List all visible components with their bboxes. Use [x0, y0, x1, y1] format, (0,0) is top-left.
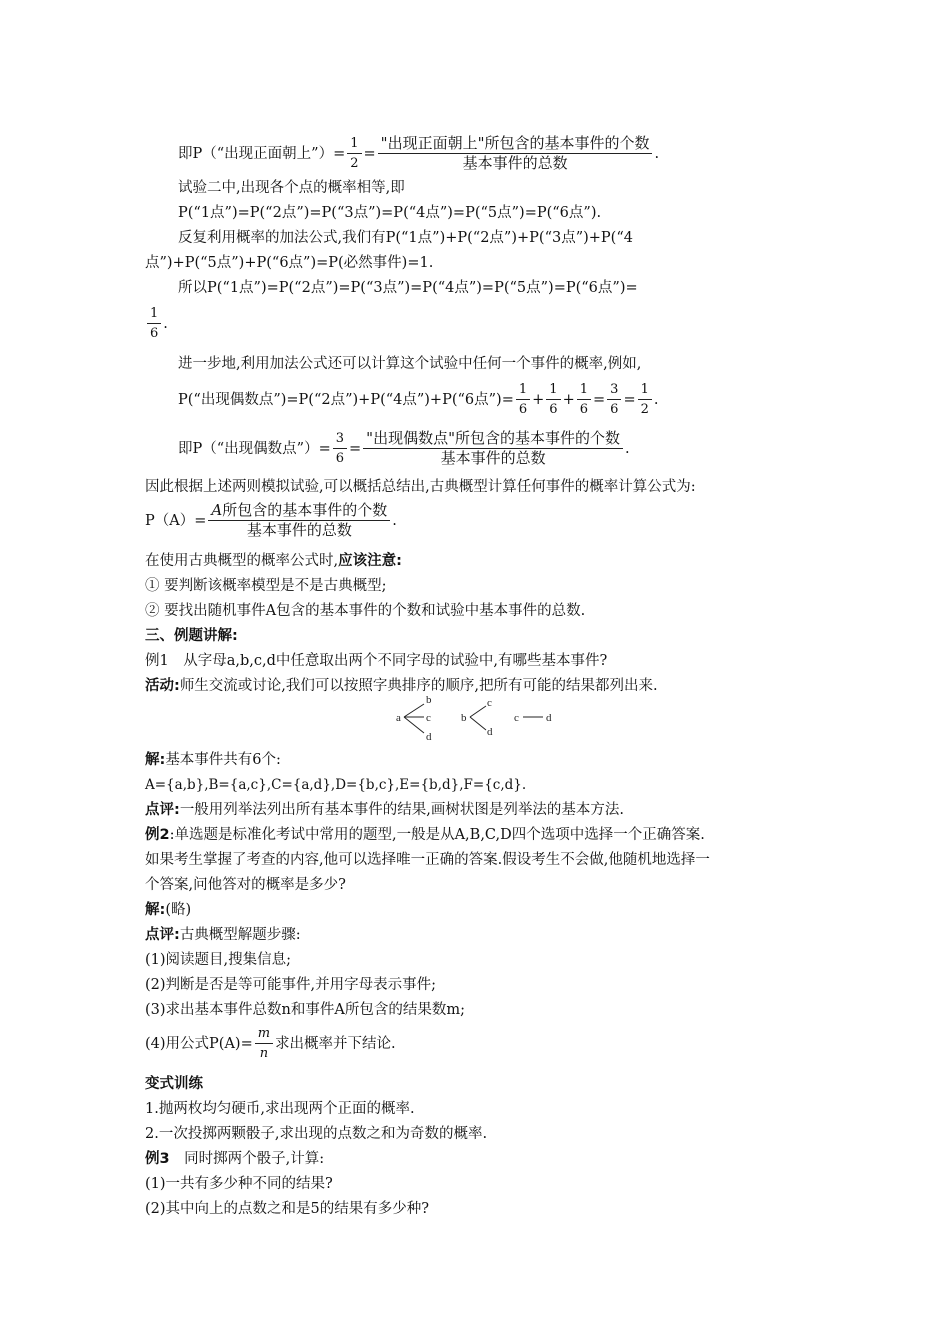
- tree-branch: [404, 704, 424, 717]
- formula-one-sixth: [145, 305, 168, 342]
- text: 在使用古典概型的概率公式时,: [145, 553, 339, 569]
- equals-sign: =: [623, 391, 636, 408]
- tree-node: b: [426, 694, 432, 706]
- paragraph-line: 进一步地,利用加法公式还可以计算这个试验中任何一个事件的概率,例如,: [178, 356, 642, 372]
- fraction-one-sixth: [147, 305, 161, 342]
- fraction-m-over-n: [255, 1025, 273, 1062]
- period: .: [653, 391, 659, 408]
- fraction-denominator: 6: [579, 402, 589, 417]
- text: :单选题是标准化考试中常用的题型,一般是从A,B,C,D四个选项中选择一个正确答案.: [169, 827, 705, 843]
- fraction-numerator: 1: [638, 381, 652, 400]
- paragraph-line: 例1 从字母a,b,c,d中任意取出两个不同字母的试验中,有哪些基本事件?: [145, 653, 608, 669]
- fraction-denominator: n: [259, 1046, 269, 1061]
- fraction-denominator: 2: [350, 156, 359, 171]
- tree-branch: [404, 717, 424, 733]
- formula-heads-probability: [178, 135, 659, 172]
- paragraph-line: 所以P(“1点”)=P(“2点”)=P(“3点”)=P(“4点”)=P(“5点”)=P(“6点”)=: [178, 280, 638, 296]
- fraction-numerator: 3: [607, 381, 621, 400]
- fraction-three-sixths: [333, 430, 347, 467]
- paragraph-line: 试验二中,出现各个点的概率相等,即: [178, 180, 405, 196]
- period: .: [392, 512, 397, 529]
- fraction-heads-count: [378, 135, 653, 172]
- bold-label: 点评:: [145, 802, 180, 818]
- fraction-numerator: "出现正面朝上"所包含的基本事件的个数: [378, 135, 653, 154]
- tree-node: d: [426, 731, 432, 743]
- period: .: [624, 440, 630, 457]
- tree-node: c: [487, 697, 492, 709]
- paragraph-line: A={a,b},B={a,c},C={a,d},D={b,c},E={b,d},F={c,d}.: [145, 777, 527, 793]
- fraction: [546, 381, 560, 418]
- formula-classical-probability: [145, 502, 397, 539]
- list-item: [145, 1025, 396, 1062]
- fraction-event-a: [208, 502, 390, 539]
- list-item: 2.一次投掷两颗骰子,求出现的点数之和为奇数的概率.: [145, 1126, 488, 1142]
- numerator-text: 所包含的基本事件的个数: [222, 501, 388, 519]
- text: 求出概率并下结论.: [275, 1035, 396, 1052]
- fraction: [516, 381, 530, 418]
- formula-even-sum: [178, 381, 659, 418]
- formula-prefix: 即P（“出现偶数点”）=: [178, 440, 331, 457]
- fraction-one-half: [347, 135, 361, 172]
- bold-label: 解:: [145, 752, 166, 768]
- fraction-numerator: "出现偶数点"所包含的基本事件的个数: [363, 430, 623, 449]
- paragraph-line: [145, 1149, 324, 1169]
- tree-branch: [470, 706, 486, 717]
- plus-sign: +: [562, 391, 575, 408]
- fraction-denominator: 基本事件的总数: [246, 521, 352, 539]
- formula-even-probability: [178, 430, 630, 467]
- list-item: 1.抛两枚均匀硬币,求出现两个正面的概率.: [145, 1101, 415, 1117]
- bold-label: 活动:: [145, 678, 180, 694]
- tree-branch: [470, 717, 486, 730]
- list-item: (2)判断是否是等可能事件,并用字母表示事件;: [145, 977, 437, 993]
- equals-sign: =: [349, 440, 362, 457]
- paragraph-line: 个答案,问他答对的概率是多少?: [145, 877, 346, 893]
- list-item: (2)其中向上的点数之和是5的结果有多少种?: [145, 1201, 430, 1217]
- formula-prefix: P（A）=: [145, 512, 207, 529]
- text: (略): [165, 902, 192, 918]
- fraction: [638, 381, 652, 418]
- fraction-denominator: 基本事件的总数: [440, 449, 546, 467]
- fraction: [607, 381, 621, 418]
- paragraph-line: [145, 551, 402, 571]
- period: .: [654, 145, 660, 162]
- tree-node: c: [426, 712, 431, 724]
- fraction-denominator: 基本事件的总数: [462, 154, 568, 172]
- fraction-denominator: 6: [335, 451, 345, 466]
- fraction-denominator: 6: [549, 402, 558, 417]
- list-item: ① 要判断该概率模型是不是古典概型;: [145, 578, 387, 594]
- bold-label: 点评:: [145, 927, 180, 943]
- list-item: (3)求出基本事件总数n和事件A所包含的结果数m;: [145, 1002, 465, 1018]
- fraction-numerator: 1: [147, 305, 161, 324]
- tree-node: c: [514, 712, 519, 724]
- bold-label: 例2: [145, 827, 170, 843]
- fraction-numerator: 1: [546, 381, 560, 400]
- equals-sign: =: [593, 391, 606, 408]
- fraction-denominator: 2: [640, 402, 649, 417]
- list-item: (1)阅读题目,搜集信息;: [145, 952, 292, 968]
- fraction: [577, 381, 591, 418]
- text: 一般用列举法列出所有基本事件的结果,画树状图是列举法的基本方法.: [179, 802, 625, 818]
- list-item: ② 要找出随机事件A包含的基本事件的个数和试验中基本事件的总数.: [145, 603, 586, 619]
- equals-sign: =: [363, 145, 376, 162]
- section-heading: 三、例题讲解:: [145, 628, 238, 644]
- text: 师生交流或讨论,我们可以按照字典排序的顺序,把所有可能的结果都列出来.: [179, 678, 658, 694]
- bold-label: 解:: [145, 902, 166, 918]
- tree-node: b: [461, 712, 467, 724]
- fraction-numerator: 1: [516, 381, 530, 400]
- paragraph-line: 如果考生掌握了考查的内容,他可以选择唯一正确的答案.假设考生不会做,他随机地选择一: [145, 852, 710, 868]
- paragraph-line: [145, 925, 301, 945]
- formula-prefix: 即P（“出现正面朝上”）=: [178, 145, 346, 162]
- text: 基本事件共有6个:: [165, 752, 281, 768]
- fraction-numerator: m: [255, 1025, 273, 1044]
- fraction-numerator: 1: [577, 381, 591, 400]
- fraction-numerator: 1: [347, 135, 361, 154]
- bold-label: 例3: [145, 1151, 170, 1167]
- period: .: [163, 315, 168, 332]
- tree-diagram: [390, 693, 570, 743]
- paragraph-line: [145, 800, 624, 820]
- plus-sign: +: [532, 391, 545, 408]
- tree-node: d: [487, 726, 493, 738]
- paragraph-line: [145, 900, 191, 920]
- list-item: (1)一共有多少种不同的结果?: [145, 1176, 333, 1192]
- text: (4)用公式P(A)=: [145, 1035, 253, 1052]
- paragraph-line: 点”)+P(“5点”)+P(“6点”)=P(必然事件)=1.: [145, 255, 434, 271]
- text: 古典概型解题步骤:: [179, 927, 301, 943]
- paragraph-line: P(“1点”)=P(“2点”)=P(“3点”)=P(“4点”)=P(“5点”)=P(“6点”).: [178, 205, 602, 221]
- paragraph-line: 因此根据上述两则模拟试验,可以概括总结出,古典概型计算任何事件的概率计算公式为:: [145, 479, 696, 495]
- fraction-even-count: [363, 430, 623, 467]
- formula-prefix: P(“出现偶数点”)=P(“2点”)+P(“4点”)+P(“6点”)=: [178, 391, 514, 408]
- fraction-denominator: 6: [610, 402, 619, 417]
- fraction-numerator: 3: [333, 430, 347, 449]
- text: 同时掷两个骰子,计算:: [169, 1151, 325, 1167]
- paragraph-line: 反复利用概率的加法公式,我们有P(“1点”)+P(“2点”)+P(“3点”)+P(“4: [178, 230, 633, 246]
- event-a-symbol: A: [211, 501, 223, 519]
- paragraph-line: [145, 750, 281, 770]
- bold-text: 应该注意:: [338, 553, 402, 569]
- tree-node: a: [396, 712, 401, 724]
- fraction-denominator: 6: [518, 402, 528, 417]
- fraction-denominator: 6: [150, 326, 159, 341]
- tree-node: d: [546, 712, 552, 724]
- section-heading: 变式训练: [145, 1076, 203, 1092]
- paragraph-line: [145, 825, 705, 845]
- fraction-numerator: [208, 502, 390, 521]
